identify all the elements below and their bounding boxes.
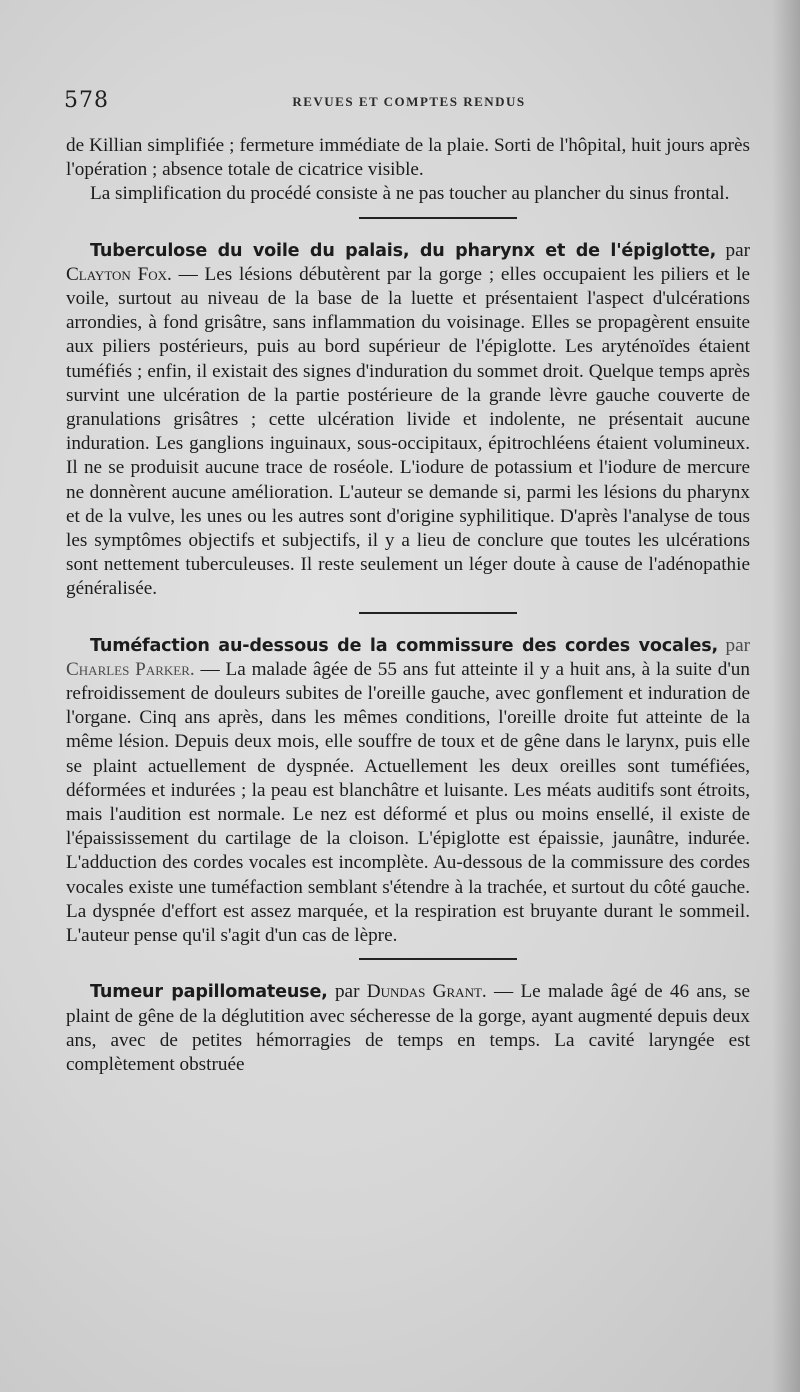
section-divider <box>359 958 517 960</box>
running-head: REVUES ET COMPTES RENDUS <box>292 94 526 109</box>
section-body: — Le malade âgé de 46 ans, se plaint de gêne de la déglutition avec sécheresse de la gorge, ayant augmenté depuis deux ans, avec de petites hémorragies de temps en temps. La cavité laryngée est complètement obstruée <box>66 981 751 1075</box>
page-number: 578 <box>64 88 109 113</box>
section-divider <box>359 217 517 219</box>
section-title: Tumeur papillomateuse, <box>90 982 328 1003</box>
section-body: — La malade âgée de 55 ans fut atteinte il y a huit ans, à la suite d'un refroidissement de douleurs subites de l'oreille gauche, avec gonflement et induration de l'organe. Cinq ans après, dans les mêmes conditions, l'oreille droite fut atteinte de la même lésion. Depuis deux mois, elle souffre de toux et de gêne dans le larynx, puis elle se plaint actuellement de dyspnée. Actuellement les deux oreilles sont tuméfiées, déformées et indurées ; la peau est blanchâtre et luisante. Les méats auditifs sont étroits, mais l'audition est normale. Le nez est déformé et plus ou moins ensellé, il existe de l'épaississement du cartilage de la cloison. L'épiglotte est épaissie, jaunâtre, indurée. L'adduction des cordes vocales est incomplète. Au-dessous de la commissure des cordes vocales existe une tuméfaction semblant s'étendre à la trachée, et surtout du côté gauche. La dyspnée d'effort est assez marquée, et la respiration est bruyante durant le sommeil. L'auteur pense qu'il s'agit d'un cas de lèpre. <box>66 658 750 947</box>
section-author: Clayton Fox. <box>66 263 172 285</box>
section-body: — Les lésions débutèrent par la gorge ; elles occupaient les piliers et le voile, surtout au niveau de la base de la luette et présentaient l'aspect d'ulcérations arrondies, à fond grisâtre, sans inflammation du voisinage. Elles se propagèrent ensuite aux piliers postérieurs, puis au bord supérieur de l'épiglotte. Les aryténoïdes étaient tuméfiés ; enfin, il existait des signes d'induration du sommet droit. Quelque temps après survint une ulcération de la partie postérieure de la grande lèvre gauche couverte de granulations grisâtres ; cette ulcération livide et indolente, ne présentait aucune induration. Les ganglions inguinaux, sous-occipitaux, épitrochléens étaient volumineux. Il ne se produisit aucune trace de roséole. L'iodure de potassium et l'iodure de mercure ne donnèrent aucune amélioration. L'auteur se demande si, parmi les lésions du pharynx et de la vulve, les unes ou les autres sont d'origine syphilitique. D'après l'analyse de tous les symptômes objectifs et subjectifs, il y a lieu de conclure que toutes les ulcérations sont nettement tuberculeuses. Il reste seulement un léger doute à cause de l'adénopathie généralisée. <box>66 263 750 600</box>
section-tumeur <box>66 980 750 1077</box>
section-author: Charles Parker. <box>66 658 195 680</box>
intro-continuation: de Killian simplifiée ; fermeture immédiate de la plaie. Sorti de l'hôpital, huit jours après l'opération ; absence totale de cicatrice visible. <box>66 135 750 181</box>
section-by: par <box>725 634 750 656</box>
article-body <box>66 134 750 1077</box>
page-edge-shadow <box>772 0 800 1392</box>
page-header <box>64 88 754 118</box>
section-by: par <box>334 981 360 1003</box>
section-author: Dundas Grant. <box>366 981 487 1003</box>
intro-note: La simplification du procédé consiste à ne pas toucher au plancher du sinus frontal. <box>90 183 730 205</box>
section-tumefaction <box>66 634 750 949</box>
section-title: Tuméfaction au-dessous de la commissure des cordes vocales, <box>90 635 718 656</box>
section-tuberculose <box>66 239 750 602</box>
section-divider <box>359 612 517 614</box>
section-paragraph <box>66 634 750 949</box>
section-paragraph <box>66 980 750 1077</box>
section-paragraph <box>66 239 750 602</box>
section-by: par <box>725 239 750 261</box>
section-title: Tuberculose du voile du palais, du pharynx et de l'épiglotte, <box>90 240 717 261</box>
